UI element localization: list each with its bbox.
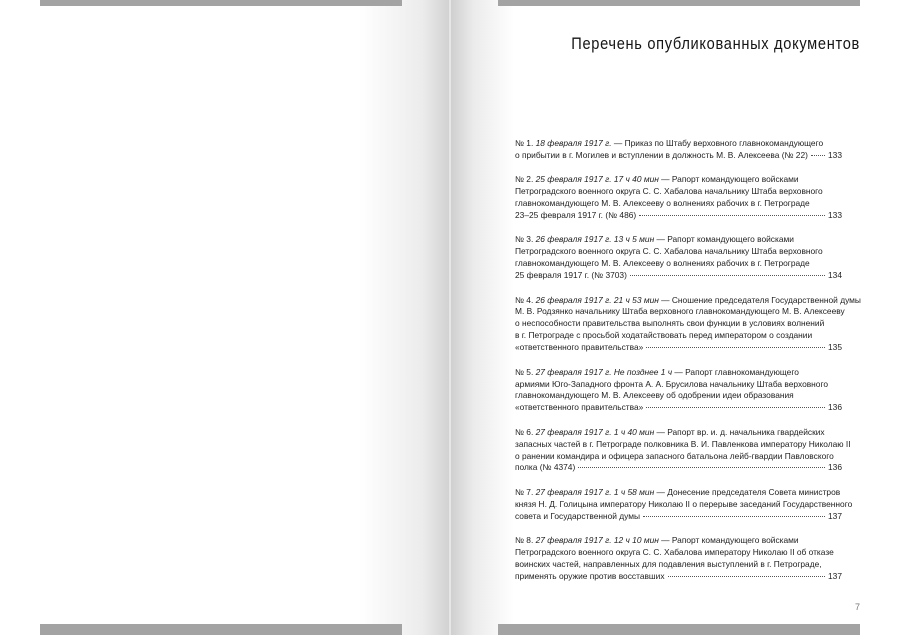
toc-entry-page: 134: [828, 270, 842, 281]
table-of-contents: [515, 138, 861, 595]
dot-leader: [646, 407, 825, 408]
toc-entry-line: [515, 438, 851, 451]
toc-entry-line: [515, 571, 842, 583]
toc-entry-text: 25 февраля 1917 г. (№ 3703): [515, 270, 627, 281]
toc-entry-text: «ответственного правительства»: [515, 342, 644, 353]
toc-entry-line: [515, 294, 861, 307]
toc-entry-number: № 2.: [515, 174, 536, 185]
toc-entry-text: — Рапорт командующего войсками: [658, 174, 799, 185]
dot-leader: [811, 155, 825, 156]
toc-entry-date: 26 февраля 1917 г. 21 ч 53 мин: [535, 294, 659, 305]
dot-leader: [643, 516, 825, 517]
toc-entry-line: [515, 198, 842, 210]
toc-entry-line: [515, 210, 842, 222]
toc-entry-text: — Рапорт вр. и. д. начальника гвардейских: [654, 426, 825, 437]
toc-entry-line: [515, 270, 842, 282]
toc-entry-text: — Донесение председателя Совета министров: [654, 486, 841, 497]
page-title: Перечень опубликованных документов: [571, 34, 860, 53]
toc-entry-text: главнокомандующего М. В. Алексееву об одобрении идеи образования: [515, 390, 794, 401]
toc-entry-line: [515, 498, 853, 511]
toc-entry-page: 136: [828, 402, 842, 413]
toc-entry-line: [515, 547, 842, 559]
toc-entry-line: [515, 451, 842, 463]
toc-entry-text: воинских частей, направленных для подавления выступлений в г. Петрограде,: [515, 558, 822, 569]
toc-entry-line: [515, 234, 842, 246]
dot-leader: [646, 347, 825, 348]
toc-entry[interactable]: [515, 367, 842, 415]
toc-entry-line: [515, 174, 842, 186]
dot-leader: [578, 467, 825, 468]
toc-entry-text: князя Н. Д. Голицына императору Николаю II о перерыве заседаний Государственного: [515, 498, 853, 509]
toc-entry[interactable]: [515, 426, 851, 475]
toc-entry-text: 23–25 февраля 1917 г. (№ 486): [515, 210, 637, 221]
toc-entry-line: [515, 427, 842, 439]
toc-entry-line: [515, 535, 842, 547]
toc-entry-line: [515, 342, 842, 354]
toc-entry-page: 136: [828, 462, 842, 473]
toc-entry[interactable]: [515, 138, 842, 162]
dot-leader: [639, 215, 825, 216]
toc-entry-text: о неспособности правительства выполнять свои функции в условиях волнений: [515, 318, 825, 329]
toc-entry-date: 25 февраля 1917 г. 17 ч 40 мин: [535, 174, 659, 185]
toc-entry-text: — Приказ по Штабу верховного главнокомандующего: [611, 138, 824, 148]
toc-entry-text: — Рапорт главнокомандующего: [672, 366, 799, 377]
left-page: [0, 0, 449, 635]
toc-entry[interactable]: [515, 174, 842, 222]
toc-entry-number: № 5.: [515, 366, 536, 377]
toc-entry-text: «ответственного правительства»: [515, 402, 644, 413]
toc-entry-line: [515, 390, 842, 402]
toc-entry-page: 137: [828, 570, 842, 581]
dot-leader: [630, 275, 825, 276]
toc-entry-line: [515, 258, 842, 270]
toc-entry-line: [515, 150, 842, 162]
toc-entry-date: 27 февраля 1917 г. 12 ч 10 мин: [535, 535, 659, 546]
toc-entry-text: Петроградского военного округа С. С. Хабалова императору Николаю II об отказе: [515, 546, 834, 557]
toc-entry-number: № 4.: [515, 294, 536, 305]
toc-entry-number: № 7.: [515, 486, 536, 497]
toc-entry-text: в г. Петрограде с просьбой ходатайствовать перед императором о создании: [515, 330, 813, 341]
toc-entry-line: [515, 402, 842, 414]
toc-entry-date: 27 февраля 1917 г. Не позднее 1 ч: [535, 366, 673, 377]
toc-entry-text: о прибытии в г. Могилев и вступлении в должность М. В. Алексеева (№ 22): [515, 149, 808, 160]
dot-leader: [668, 576, 825, 577]
toc-entry-line: [515, 330, 842, 342]
toc-entry-page: 133: [828, 149, 842, 160]
toc-entry-text: Петроградского военного округа С. С. Хабалова начальнику Штаба верховного: [515, 186, 823, 197]
toc-entry-line: [515, 186, 842, 198]
right-page-bottom-rule: [498, 624, 860, 635]
left-page-top-rule: [40, 0, 402, 6]
toc-entry-text: совета и Государственной думы: [515, 510, 641, 521]
toc-entry-line: [515, 559, 842, 571]
toc-entry[interactable]: [515, 486, 853, 523]
toc-entry-line: [515, 511, 842, 523]
toc-entry-number: № 3.: [515, 234, 536, 245]
toc-entry[interactable]: [515, 234, 842, 282]
toc-entry-line: [515, 367, 842, 379]
toc-entry-line: [515, 246, 842, 258]
toc-entry-text: применять оружие против восставших: [515, 570, 665, 581]
toc-entry-text: полка (№ 4374): [515, 462, 576, 473]
toc-entry-text: Петроградского военного округа С. С. Хабалова начальнику Штаба верховного: [515, 246, 823, 257]
toc-entry-line: [515, 487, 842, 499]
toc-entry-text: — Сношение председателя Государственной думы: [658, 294, 861, 305]
toc-entry-page: 135: [828, 342, 842, 353]
toc-entry-page: 133: [828, 210, 842, 221]
toc-entry-text: армиями Юго-Западного фронта А. А. Брусилова начальнику Штаба верховного: [515, 378, 828, 389]
toc-entry-text: — Рапорт командующего войсками: [658, 535, 799, 546]
toc-entry-text: главнокомандующего М. В. Алексееву о волнениях рабочих в г. Петрограде: [515, 258, 810, 269]
toc-entry-text: о ранении командира и офицера запасного батальона лейб-гвардии Павловского: [515, 450, 834, 461]
toc-entry-date: 26 февраля 1917 г. 13 ч 5 мин: [535, 234, 655, 245]
toc-entry[interactable]: [515, 535, 842, 583]
toc-entry-line: [515, 462, 842, 474]
right-page-top-rule: [498, 0, 860, 6]
toc-entry-number: № 8.: [515, 535, 536, 546]
toc-entry-page: 137: [828, 510, 842, 521]
toc-entry-line: [515, 306, 845, 318]
toc-entry-date: 27 февраля 1917 г. 1 ч 58 мин: [535, 486, 655, 497]
toc-entry-line: [515, 138, 842, 150]
toc-entry-text: М. В. Родзянко начальнику Штаба верховного главнокомандующего М. В. Алексееву: [515, 306, 845, 317]
toc-entry[interactable]: [515, 294, 861, 355]
toc-entry-text: главнокомандующего М. В. Алексееву о волнениях рабочих в г. Петрограде: [515, 198, 810, 209]
toc-entry-number: № 6.: [515, 426, 536, 437]
toc-entry-line: [515, 318, 842, 330]
page-number: 7: [854, 602, 860, 612]
toc-entry-date: 27 февраля 1917 г. 1 ч 40 мин: [535, 426, 655, 437]
toc-entry-line: [515, 379, 842, 391]
toc-entry-text: — Рапорт командующего войсками: [654, 234, 794, 245]
left-page-bottom-rule: [40, 624, 402, 635]
toc-entry-text: запасных частей в г. Петрограде полковника В. И. Павленкова императору Николаю II: [515, 438, 851, 449]
toc-entry-date: 18 февраля 1917 г.: [535, 138, 612, 148]
toc-entry-number: № 1.: [515, 138, 536, 148]
